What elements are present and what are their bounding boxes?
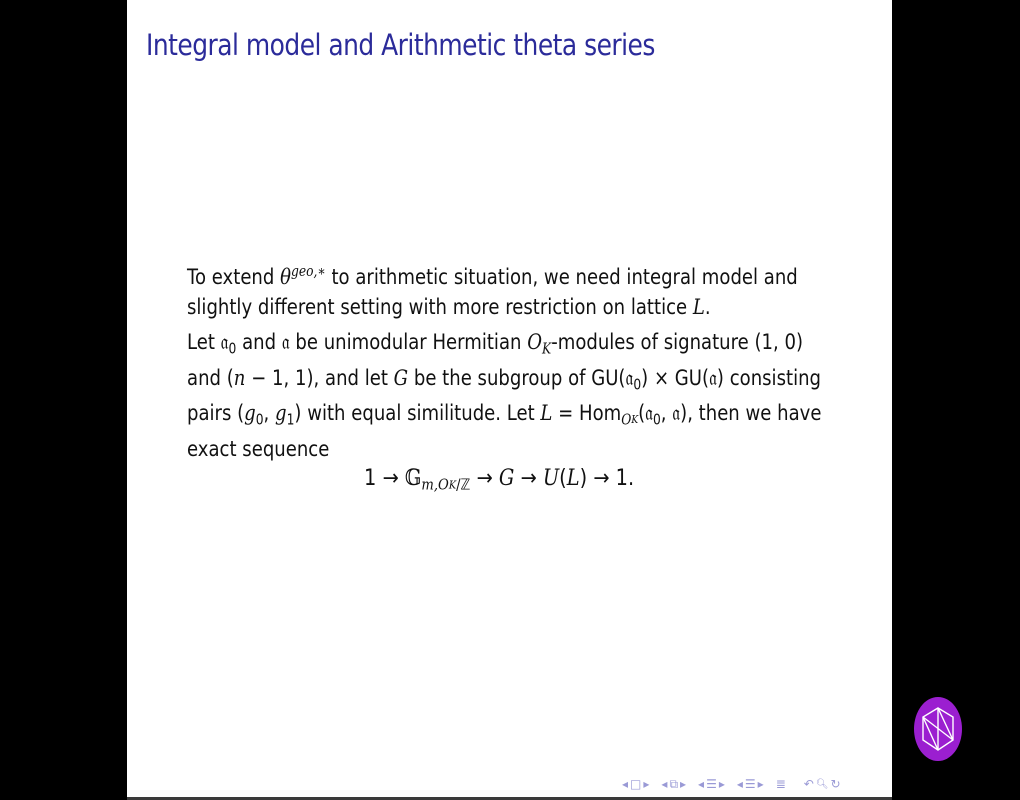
text: be the subgroup of GU(: [408, 365, 626, 391]
text: ) consisting: [716, 365, 822, 391]
nav-appendix-group: [776, 777, 786, 791]
nav-next-section-icon[interactable]: ▸: [718, 777, 725, 791]
body-line-4: [187, 361, 822, 397]
nav-next-document-icon[interactable]: ▸: [757, 777, 764, 791]
frak-a: 𝔞: [625, 365, 634, 391]
lattice-L: L: [566, 466, 580, 491]
slide-body: [187, 254, 822, 467]
lattice-L: L: [540, 401, 553, 426]
nav-section-group: [698, 777, 725, 791]
multiplicative-group: 𝔾: [404, 466, 422, 491]
body-line-6: exact sequence: [187, 436, 330, 462]
text: ,: [660, 401, 673, 426]
nav-frame-group: [622, 777, 649, 791]
text: slightly different setting with more restriction on lattice: [187, 294, 693, 320]
text: ) → 1.: [579, 466, 635, 491]
text: − 1, 1), and let: [245, 365, 394, 391]
subscript: K: [448, 478, 457, 492]
slide-title: Integral model and Arithmetic theta series: [146, 28, 655, 62]
nav-next-subsection-icon[interactable]: ▸: [680, 777, 687, 791]
text: be unimodular Hermitian: [289, 330, 528, 355]
body-line-2: [187, 290, 775, 326]
nav-prev-frame-icon[interactable]: ◂: [622, 777, 629, 791]
group-G: G: [498, 466, 515, 491]
unitary-group: U: [542, 466, 560, 491]
nav-document-icon[interactable]: ☰: [744, 777, 756, 791]
frak-a: 𝔞: [709, 365, 717, 391]
nav-next-frame-icon[interactable]: ▸: [643, 777, 650, 791]
nav-prev-document-icon[interactable]: ◂: [736, 777, 743, 791]
text: (: [638, 401, 646, 426]
var-g: g: [244, 401, 256, 426]
frak-a: 𝔞: [220, 330, 229, 355]
nav-subsection-icon[interactable]: ⧉: [669, 776, 679, 791]
subscript: 0: [228, 340, 237, 358]
nav-tools-group: [804, 777, 841, 791]
frak-a: 𝔞: [281, 330, 290, 355]
subscript: 0: [633, 375, 642, 393]
subscript: /ℤ: [456, 475, 471, 494]
university-logo: [914, 697, 962, 761]
nav-search-icon[interactable]: 🔍︎: [815, 778, 829, 790]
nav-prev-subsection-icon[interactable]: ◂: [661, 777, 668, 791]
text: to arithmetic situation, we need integral model and: [325, 265, 798, 291]
var-n: n: [233, 365, 246, 391]
nav-back-icon[interactable]: ↶: [803, 777, 814, 791]
group-G: G: [393, 365, 409, 391]
slide: [127, 0, 892, 797]
text: pairs (: [187, 401, 245, 426]
theta-symbol: θ: [280, 265, 291, 291]
theta-superscript: geo,∗: [290, 263, 326, 280]
body-line-5: [187, 396, 822, 432]
ring-O: O: [527, 330, 543, 355]
text: ,: [263, 401, 276, 426]
subscript: 1: [286, 411, 295, 429]
exact-sequence-equation: [364, 466, 634, 493]
text: To extend: [187, 265, 281, 291]
nav-prev-section-icon[interactable]: ◂: [698, 777, 705, 791]
nav-document-group: [737, 777, 764, 791]
body-line-3: [187, 325, 804, 361]
text: Let: [187, 330, 221, 355]
frak-a: 𝔞: [645, 401, 653, 426]
subscript: 0: [652, 411, 661, 429]
text: -modules of signature (1, 0): [551, 330, 804, 355]
text: (: [559, 466, 567, 491]
nav-list-icon[interactable]: ≣: [775, 777, 786, 791]
text: = Hom: [552, 401, 622, 426]
subscript: O: [438, 475, 449, 494]
text: ), then we have: [680, 401, 822, 426]
text: .: [704, 294, 711, 320]
nav-section-icon[interactable]: ☰: [706, 777, 717, 791]
subscript-K: K: [631, 413, 639, 427]
subscript: 0: [255, 411, 264, 429]
nav-frame-icon[interactable]: □: [630, 777, 642, 791]
text: →: [514, 466, 543, 491]
beamer-navigation-bar: [622, 775, 849, 793]
frak-a: 𝔞: [672, 401, 681, 426]
text: and (: [187, 365, 234, 391]
text: and: [236, 330, 282, 355]
body-line-1: [187, 254, 798, 291]
subscript-K: K: [542, 340, 552, 358]
var-g: g: [275, 401, 287, 426]
nav-forward-icon[interactable]: ↻: [830, 777, 841, 791]
nav-subsection-group: [661, 777, 686, 792]
lattice-L: L: [692, 294, 705, 320]
geometric-logo-icon: [921, 706, 955, 752]
text: 1 →: [364, 466, 405, 491]
subscript: m,: [421, 475, 439, 494]
text: ) with equal similitude. Let: [294, 401, 541, 426]
subscript-O: O: [621, 411, 632, 429]
text: →: [470, 466, 499, 491]
text: ) × GU(: [641, 365, 710, 391]
